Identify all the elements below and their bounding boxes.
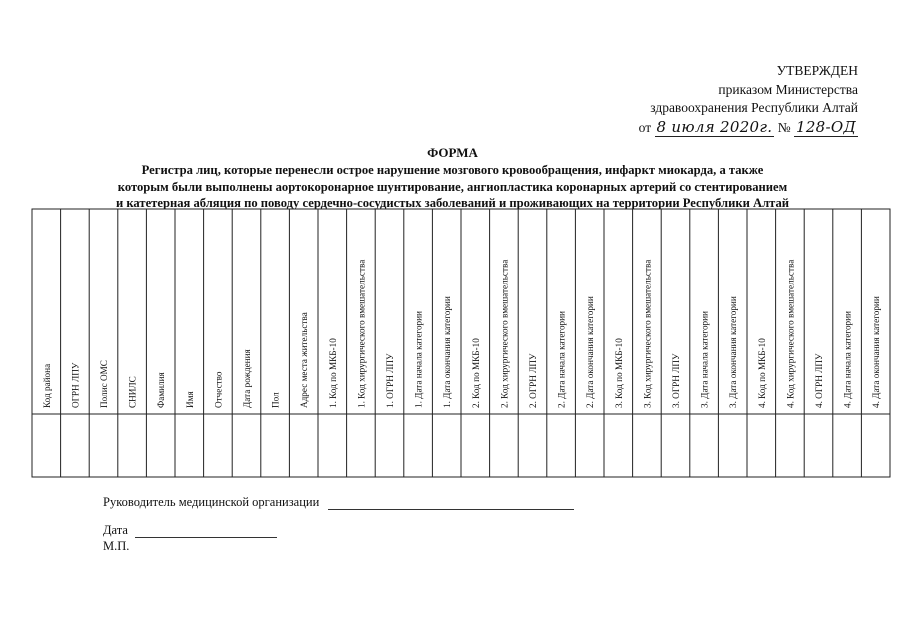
data-cell[interactable] — [319, 415, 346, 476]
subtitle-line-1: Регистра лиц, которые перенесли острое нарушение мозгового кровообращения, инфаркт миокарда, а также — [141, 163, 764, 177]
column-header: Имя — [184, 391, 195, 408]
data-cell[interactable] — [548, 415, 575, 476]
column-header: 1. Дата начала категории — [413, 311, 424, 408]
data-cell[interactable] — [62, 415, 89, 476]
data-cell[interactable] — [405, 415, 432, 476]
data-cell[interactable] — [634, 415, 661, 476]
form-title: ФОРМА — [427, 145, 478, 160]
column-header: ОГРН ЛПУ — [70, 362, 81, 408]
column-header: Пол — [270, 392, 281, 408]
column-header: СНИЛС — [127, 376, 138, 408]
column-header: Фамилия — [156, 372, 167, 408]
data-cell[interactable] — [519, 415, 546, 476]
data-cell[interactable] — [176, 415, 203, 476]
data-cell[interactable] — [777, 415, 804, 476]
data-cell[interactable] — [376, 415, 403, 476]
column-header: 3. Дата начала категории — [699, 311, 710, 408]
column-header: 3. Дата окончания категории — [728, 296, 739, 408]
number-prefix: № — [777, 119, 791, 135]
date-block — [103, 522, 277, 554]
signature-block — [103, 495, 574, 510]
column-header: 4. Дата окончания категории — [871, 296, 882, 408]
approval-line-2: здравоохранения Республики Алтай — [650, 100, 858, 115]
data-cell[interactable] — [33, 415, 60, 476]
data-cell[interactable] — [462, 415, 489, 476]
date-prefix: от — [638, 119, 652, 135]
data-cell[interactable] — [491, 415, 518, 476]
column-header: 1. Дата окончания категории — [442, 296, 453, 408]
column-header: Полис ОМС — [99, 360, 109, 408]
column-header: 4. Код по МКБ-10 — [756, 338, 767, 408]
column-header: 2. Код по МКБ-10 — [470, 338, 481, 408]
column-header: Отчество — [213, 371, 224, 408]
column-header: Дата рождения — [242, 349, 252, 408]
data-cell[interactable] — [433, 415, 460, 476]
data-cell[interactable] — [691, 415, 718, 476]
data-cell[interactable] — [862, 415, 889, 476]
approval-heading: УТВЕРЖДЕН — [776, 63, 858, 78]
handwritten-date: 8 июля 2020г. — [656, 117, 773, 136]
column-header: 2. Дата окончания категории — [585, 296, 596, 408]
column-header: 2. Код хирургического вмешательства — [499, 259, 510, 408]
column-header: 4. Дата начала категории — [842, 311, 853, 408]
data-cell[interactable] — [348, 415, 375, 476]
date-label: Дата — [103, 523, 128, 537]
data-cell[interactable] — [834, 415, 861, 476]
data-cell[interactable] — [205, 415, 232, 476]
data-cell[interactable] — [119, 415, 146, 476]
head-signature-line[interactable] — [328, 497, 574, 510]
approval-line-1: приказом Министерства — [718, 81, 858, 97]
data-cell[interactable] — [719, 415, 746, 476]
data-cell[interactable] — [576, 415, 603, 476]
column-header: 1. Код по МКБ-10 — [327, 338, 338, 408]
data-cell[interactable] — [748, 415, 775, 476]
data-cell[interactable] — [262, 415, 289, 476]
approval-date-line — [558, 118, 858, 138]
data-cell[interactable] — [805, 415, 832, 476]
head-label: Руководитель медицинской организации — [103, 495, 320, 509]
data-cell[interactable] — [605, 415, 632, 476]
column-header: 3. Код хирургического вмешательства — [642, 259, 653, 408]
registry-table-grid — [32, 209, 890, 477]
column-header: 3. Код по МКБ-10 — [613, 338, 624, 408]
column-header: 4. Код хирургического вмешательства — [785, 259, 796, 408]
column-header: 4. ОГРН ЛПУ — [814, 353, 824, 408]
subtitle-line-2: которым были выполнены аортокоронарное шунтирование, ангиопластика коронарных артерий со стентированием — [117, 179, 788, 194]
subtitle-line-3: и катетерная абляция по поводу сердечно-сосудистых заболеваний и проживающих на территории Республики Алтай — [115, 196, 790, 210]
column-header: 1. Код хирургического вмешательства — [356, 259, 367, 408]
approval-block — [558, 62, 858, 137]
column-header: 2. Дата начала категории — [556, 311, 567, 408]
form-subtitle — [60, 162, 845, 212]
handwritten-number: 128-ОД — [796, 117, 856, 136]
column-header: Код района — [41, 363, 52, 408]
column-header: 1. ОГРН ЛПУ — [385, 353, 395, 408]
data-cell[interactable] — [147, 415, 174, 476]
data-cell[interactable] — [233, 415, 260, 476]
date-signature-line[interactable] — [135, 525, 277, 538]
column-header: Адрес места жительства — [299, 312, 310, 408]
column-header: 3. ОГРН ЛПУ — [671, 353, 681, 408]
column-header: 2. ОГРН ЛПУ — [528, 353, 538, 408]
data-cell[interactable] — [90, 415, 117, 476]
registry-table — [32, 209, 890, 477]
data-cell[interactable] — [662, 415, 689, 476]
data-cell[interactable] — [290, 415, 317, 476]
stamp-label: М.П. — [103, 539, 130, 553]
